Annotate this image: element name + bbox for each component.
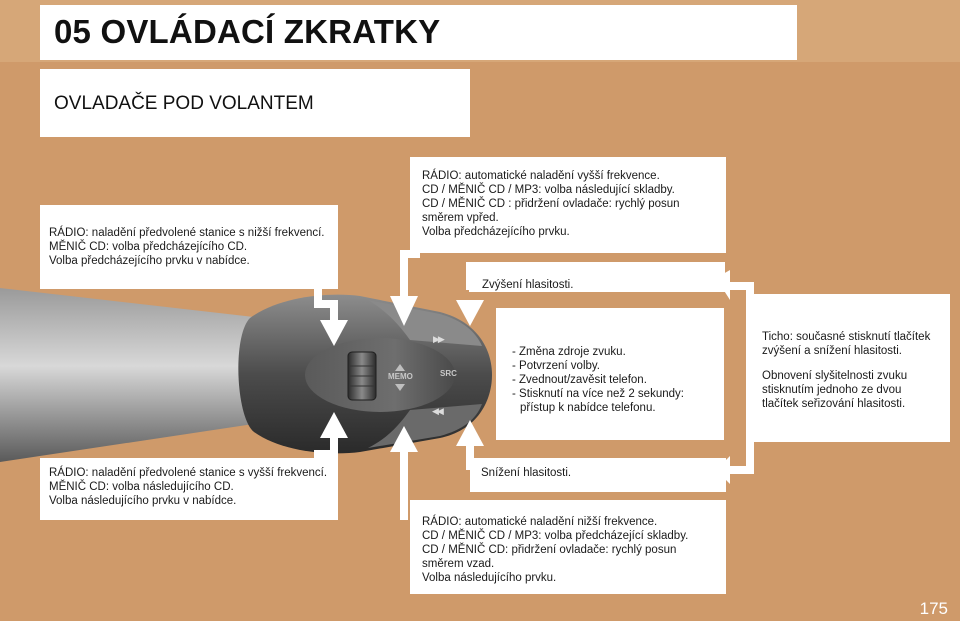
src-function-item: - Potvrzení volby. xyxy=(512,360,600,372)
prev-track-line-4: Volba následujícího prvku. xyxy=(422,572,557,584)
back-button-icon[interactable]: ◀◀ xyxy=(432,406,442,416)
volume-up-box xyxy=(469,262,725,292)
src-function-item: - Zvednout/zavěsit telefon. xyxy=(512,374,647,386)
src-functions-box xyxy=(496,308,724,440)
prev-radio-box xyxy=(40,205,338,289)
prev-radio-line-2: MĚNIČ CD: volba předcházejícího CD. xyxy=(49,241,248,253)
prev-track-line-2: CD / MĚNIČ CD / MP3: volba předcházející skladby. xyxy=(422,530,689,542)
src-button-label[interactable]: SRC xyxy=(440,369,457,378)
volume-up-text: Zvýšení hlasitosti. xyxy=(482,279,574,291)
arrow-mute-loop-icon xyxy=(722,282,754,474)
volume-down-box xyxy=(470,458,726,492)
next-radio-line-2: MĚNIČ CD: volba následujícího CD. xyxy=(49,481,234,493)
prev-track-box xyxy=(410,500,726,594)
next-track-box xyxy=(410,157,726,253)
prev-radio-line-1: RÁDIO: naladění předvolené stanice s nižší frekvencí. xyxy=(49,227,325,239)
next-radio-line-3: Volba následujícího prvku v nabídce. xyxy=(49,495,237,507)
next-track-line-1: RÁDIO: automatické naladění vyšší frekvence. xyxy=(422,170,660,182)
prev-radio-line-3: Volba předcházejícího prvku v nabídce. xyxy=(49,255,250,267)
section-title: OVLADAČE POD VOLANTEM xyxy=(54,93,314,114)
src-function-item: - Stisknutí na více než 2 sekundy: přístup k nabídce telefonu. xyxy=(512,388,684,414)
volume-down-text: Snížení hlasitosti. xyxy=(481,467,572,479)
next-track-line-3: CD / MĚNIČ CD : přidržení ovladače: rychlý posun směrem vpřed. xyxy=(422,198,680,224)
page-number: 175 xyxy=(919,599,948,618)
stalk-shaft xyxy=(0,288,280,462)
prev-track-line-1: RÁDIO: automatické naladění nižší frekvence. xyxy=(422,516,658,528)
next-track-line-2: CD / MĚNIČ CD / MP3: volba následující skladby. xyxy=(422,184,675,196)
next-radio-line-1: RÁDIO: naladění předvolené stanice s vyšší frekvencí. xyxy=(49,467,328,479)
prev-track-line-3: CD / MĚNIČ CD: přidržení ovladače: rychlý posun směrem vzad. xyxy=(422,544,677,570)
next-track-line-4: Volba předcházejícího prvku. xyxy=(422,226,570,238)
forward-button-icon[interactable]: ▶▶ xyxy=(433,334,443,344)
next-radio-box xyxy=(40,458,338,520)
memo-label[interactable]: MEMO xyxy=(388,372,413,381)
chapter-title: 05 OVLÁDACÍ ZKRATKY xyxy=(54,13,441,50)
mute-line-1: Ticho: současné stisknutí tlačítek zvýšení a snížení hlasitosti. xyxy=(762,331,931,357)
control-face xyxy=(305,338,455,412)
mute-box xyxy=(754,294,950,442)
arrow-next-track-icon xyxy=(400,250,420,300)
src-function-item: - Změna zdroje zvuku. xyxy=(512,346,626,358)
arrow-prev-track-icon xyxy=(400,448,408,520)
mute-line-2: Obnovení slyšitelnosti zvuku stisknutím jednoho ze dvou tlačítek seřizování hlasitosti. xyxy=(762,370,908,410)
